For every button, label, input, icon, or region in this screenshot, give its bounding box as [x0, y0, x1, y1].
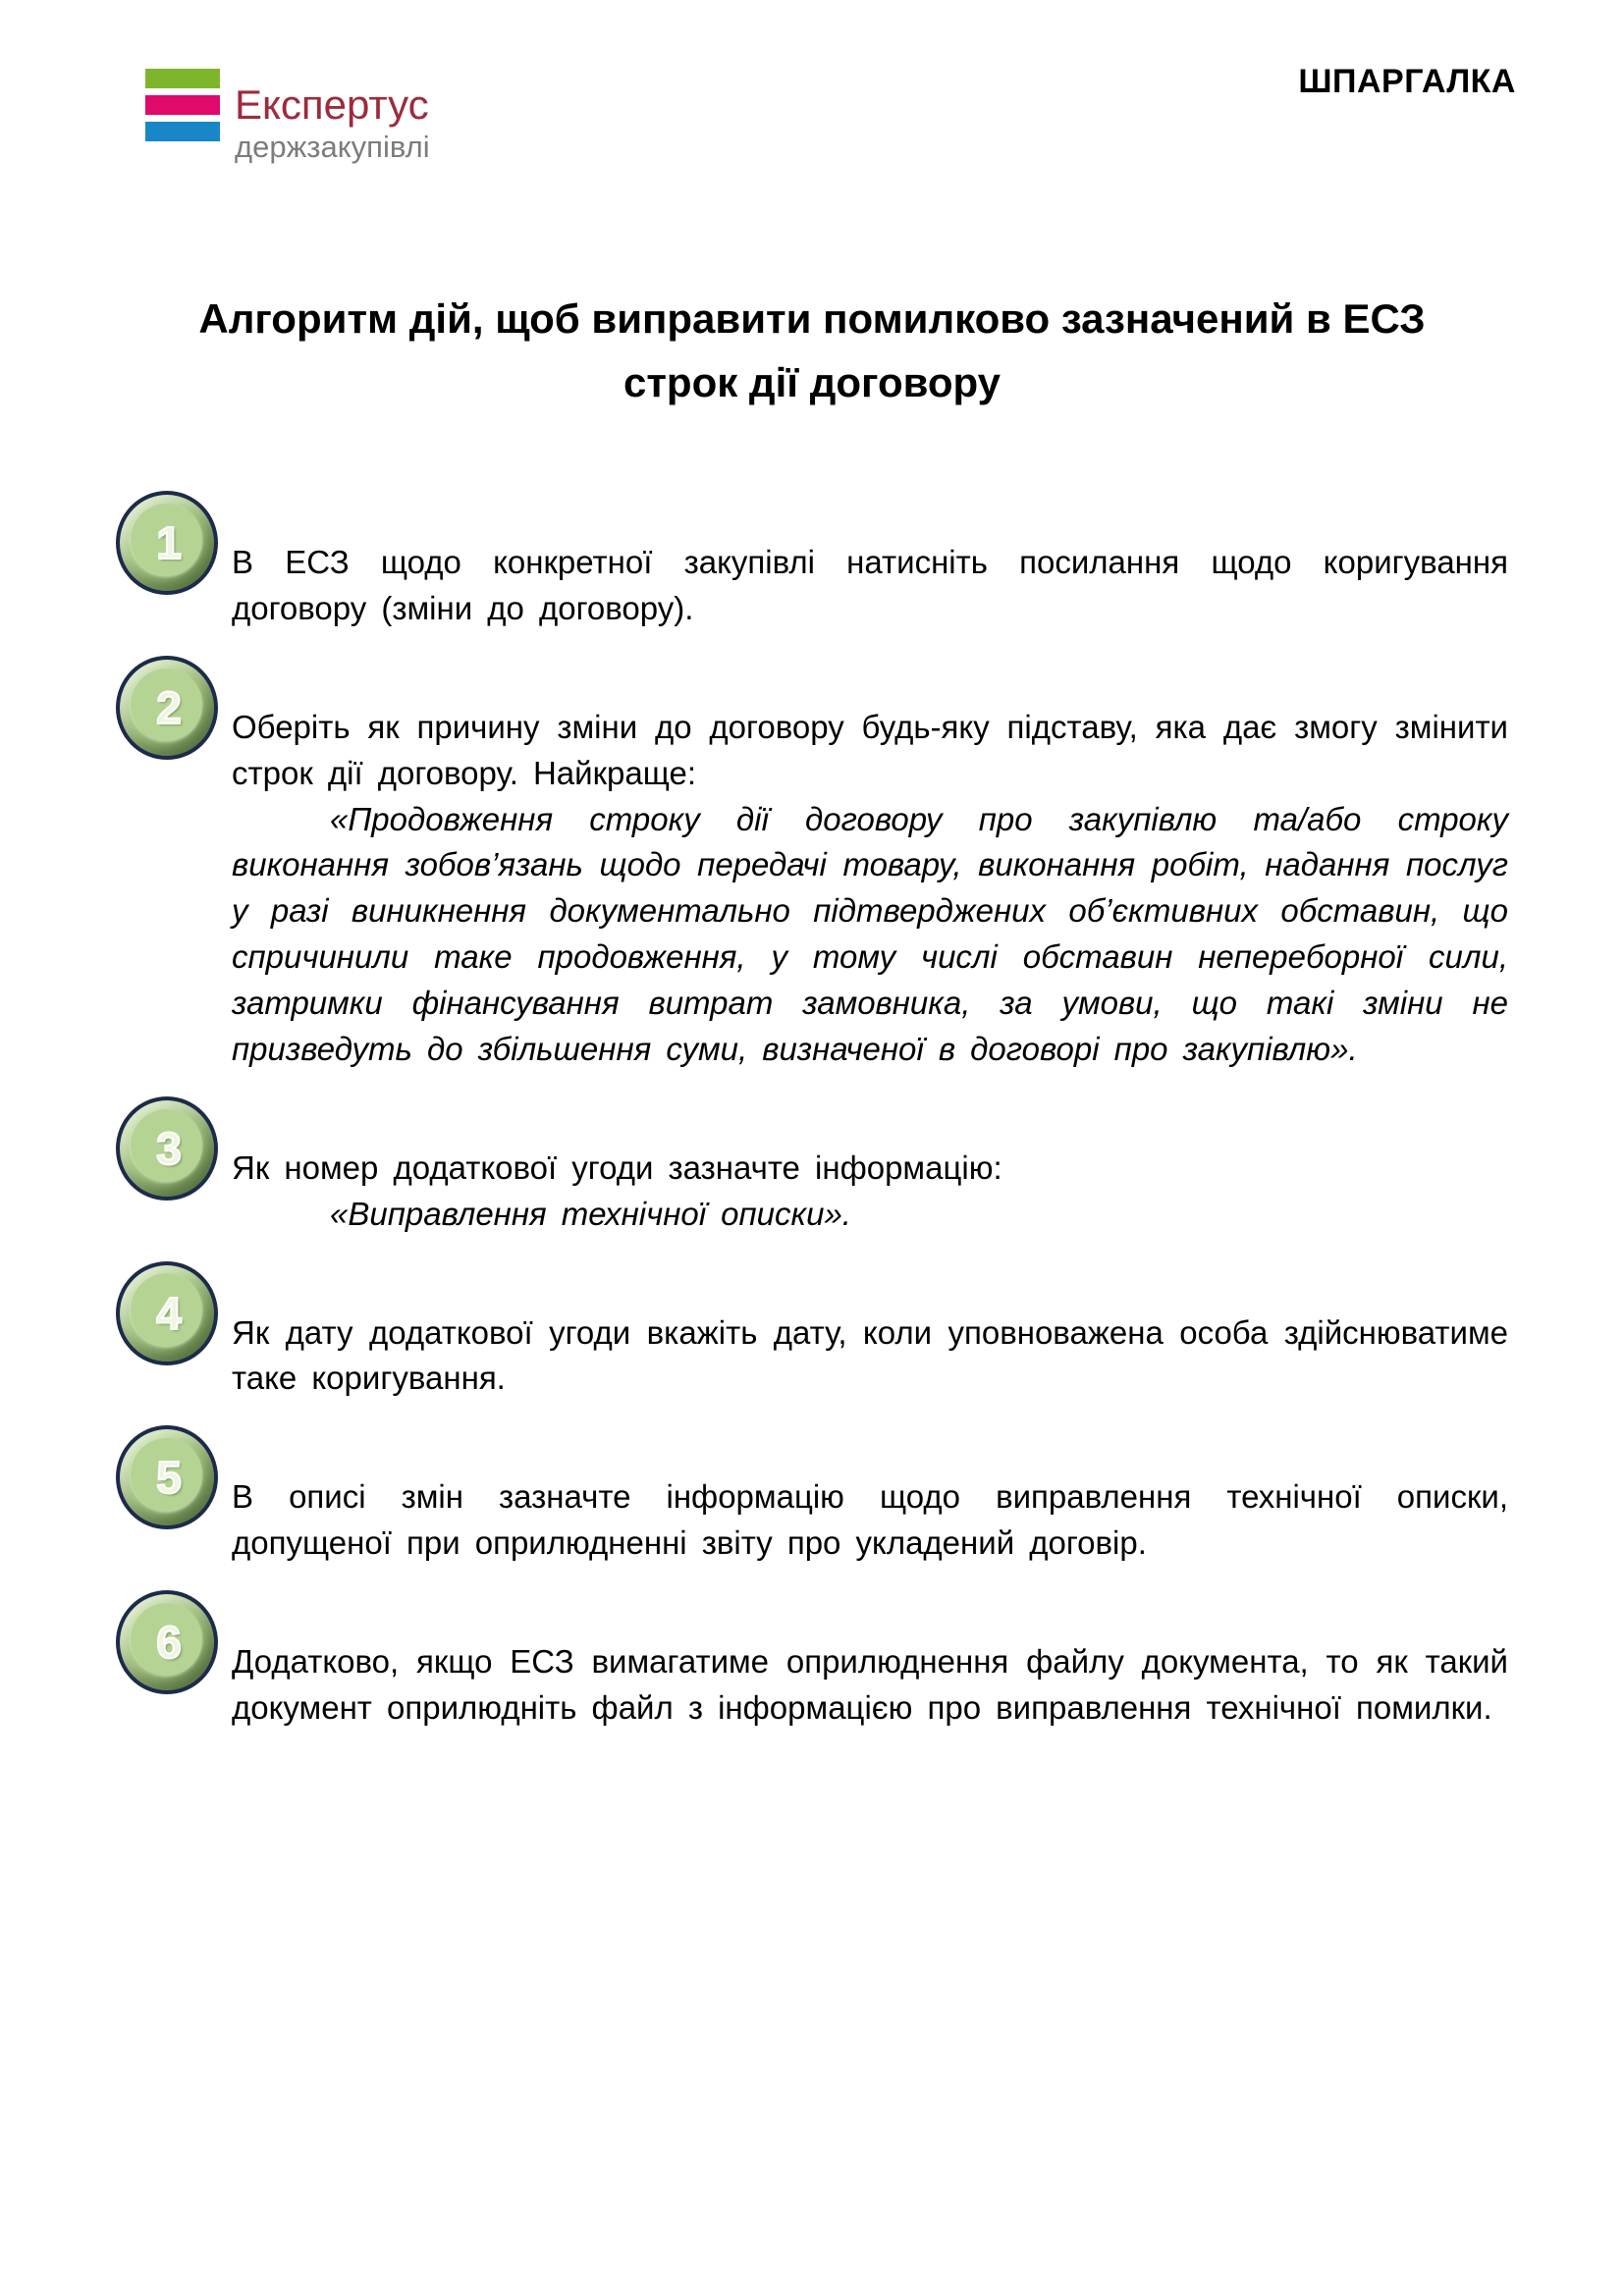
step-3-badge-inner: [131, 1109, 202, 1182]
step-1-number: 1: [156, 517, 182, 569]
step-4-body: [232, 1261, 1508, 1403]
step-5-number-badge: [116, 1425, 218, 1529]
step-3-body: [232, 1096, 1508, 1238]
page-title-line-2: строк дії договору: [623, 359, 1001, 406]
step-1-body: [232, 491, 1508, 632]
step-6-text: Додатково, якщо ЕСЗ вимагатиме оприлюднення файлу документа, то як такий документ оприлюдніть файл з інформацією про виправлення технічної помилки.: [232, 1642, 1508, 1726]
logo-bars-icon: [145, 69, 220, 141]
step-6-badge-inner: [131, 1603, 202, 1676]
step-4-number-badge: [116, 1261, 218, 1365]
logo-brand-name: Експертус: [235, 81, 429, 128]
logo-bar-blue: [145, 122, 220, 141]
step-2-number-badge: [116, 656, 218, 760]
logo-bar-green: [145, 69, 220, 88]
step-1-number-badge: [116, 491, 218, 595]
step-6-number-badge: [116, 1590, 218, 1694]
logo-bar-pink: [145, 95, 220, 115]
expertus-logo: [145, 69, 430, 162]
step-6-number: 6: [156, 1616, 182, 1668]
step-3-number-badge: [116, 1096, 218, 1201]
step-5-number: 5: [156, 1452, 182, 1504]
step-3-text: Як номер додаткової угоди зазначте інформацію:: [232, 1148, 1002, 1186]
logo-text: [235, 81, 430, 164]
step-4-badge-inner: [131, 1273, 202, 1346]
step-2-body: [232, 656, 1508, 1073]
page-title-line-1: Алгоритм дій, щоб виправити помилково зазначений в ЕСЗ: [198, 295, 1426, 342]
step-3-quote: «Виправлення технічної описки».: [330, 1195, 851, 1232]
step-2-quote: «Продовження строку дії договору про закупівлю та/або строку виконання зобов’язань щодо передачі товару, виконання робіт, надання послуг у разі виникнення документально підтверджених об’єктивних обставин, що спричинили таке продовження, у тому числі обставин непереборної сили, затримки фінансування витрат замовника, за умови, що такі зміни не призведуть до збільшення суми, визначеної в договорі про закупівлю».: [232, 800, 1508, 1067]
step-3-number: 3: [156, 1122, 182, 1174]
step-6-body: [232, 1590, 1508, 1732]
step-4-text: Як дату додаткової угоди вкажіть дату, коли уповноважена особа здійснюватиме таке коригування.: [232, 1313, 1508, 1397]
sheet-type-label: ШПАРГАЛКА: [1298, 63, 1516, 100]
step-6: [116, 1590, 1508, 1732]
step-5-body: [232, 1425, 1508, 1567]
step-5: [116, 1425, 1508, 1567]
step-2-number: 2: [156, 681, 182, 733]
step-1-badge-inner: [131, 504, 202, 576]
logo-brand-subtitle: держзакупівлі: [235, 130, 430, 164]
step-2-badge-inner: [131, 668, 202, 741]
step-1: [116, 491, 1508, 632]
step-1-text: В ЕСЗ щодо конкретної закупівлі натисніть посилання щодо коригування договору (зміни до договору).: [232, 544, 1508, 627]
step-5-badge-inner: [131, 1438, 202, 1511]
step-4-number: 4: [156, 1287, 182, 1339]
step-2: [116, 656, 1508, 1073]
steps-list: [116, 491, 1508, 1731]
step-5-text: В описі змін зазначте інформацію щодо виправлення технічної описки, допущеної при оприлюдненні звіту про укладений договір.: [232, 1478, 1508, 1562]
step-4: [116, 1261, 1508, 1403]
step-2-text: Оберіть як причину зміни до договору будь-яку підставу, яка дає змогу змінити строк дії договору. Найкраще:: [232, 708, 1508, 791]
step-3: [116, 1096, 1508, 1238]
